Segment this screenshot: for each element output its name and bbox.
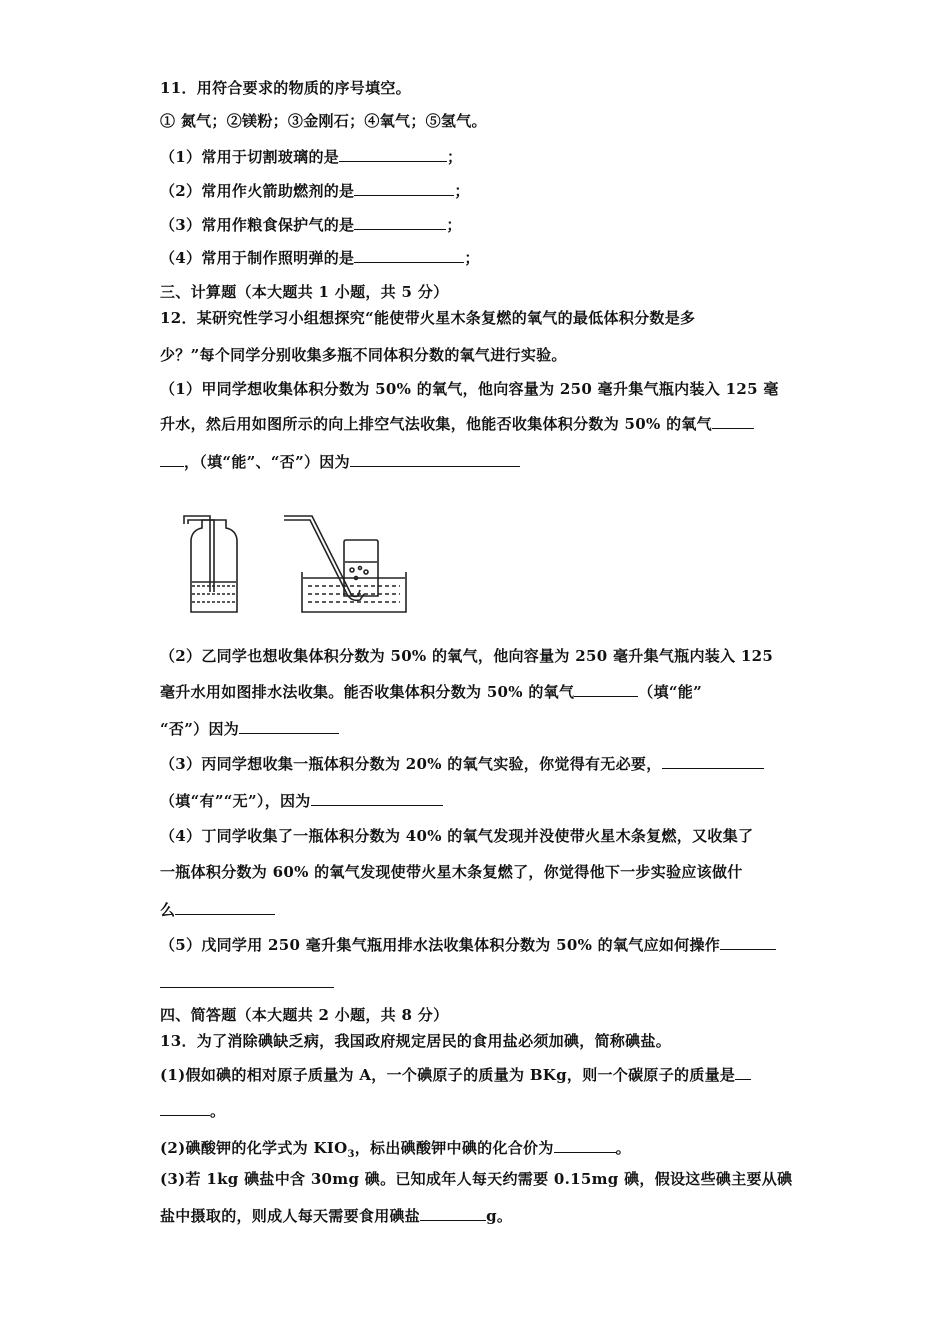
q13-part1-line2 xyxy=(160,1100,225,1122)
q12-part1-line3 xyxy=(160,451,520,473)
q12-line2: 少？”每个同学分别收集多瓶不同体积分数的氧气进行实验。 xyxy=(160,346,567,364)
q12-part4-blank[interactable] xyxy=(175,899,275,915)
q13-part2-blank[interactable] xyxy=(554,1137,616,1153)
q12-part2-blank-a[interactable] xyxy=(574,681,638,697)
section4-heading: 四、简答题（本大题共 2 小题，共 8 分） xyxy=(160,1006,449,1024)
q13-part3-line2 xyxy=(160,1205,512,1227)
q12-part2-blank-b[interactable] xyxy=(239,718,339,734)
q11-part4-end: ； xyxy=(464,249,480,267)
apparatus-figure xyxy=(180,508,420,620)
q12-part1-blank-b[interactable] xyxy=(350,451,520,467)
q12-part4-line3 xyxy=(160,899,275,921)
q12-line1: 12．某研究性学习小组想探究“能使带火星木条复燃的氧气的最低体积分数是多 xyxy=(160,309,696,327)
q12-part1-line2 xyxy=(160,413,754,435)
q13-line1: 13．为了消除碘缺乏病，我国政府规定居民的食用盐必须加碘，简称碘盐。 xyxy=(160,1032,672,1050)
q11-part2 xyxy=(160,180,470,202)
q13-part2 xyxy=(160,1137,631,1166)
q12-part3-blank-b[interactable] xyxy=(311,790,443,806)
q11-part4 xyxy=(160,247,480,269)
q12-part2-line2-end: （填“能” xyxy=(638,683,703,701)
q12-part4-line3-text: 么 xyxy=(160,901,176,919)
section3-heading: 三、计算题（本大题共 1 小题，共 5 分） xyxy=(160,283,449,301)
q12-part3-line2-text: （填“有”“无”），因为 xyxy=(160,792,311,810)
q13-part3-line1: (3)若 1kg 碘盐中含 30mg 碘。已知成年人每天约需要 0.15mg 碘，假设这些碘主要从碘 xyxy=(160,1170,793,1188)
q13-part2-text-b: ，标出碘酸钾中碘的化合价为 xyxy=(354,1139,554,1157)
q11-part1-text: （1）常用于切割玻璃的是 xyxy=(160,148,340,166)
q11-part4-blank[interactable] xyxy=(354,247,464,263)
q13-part1-line1 xyxy=(160,1064,751,1086)
q12-part5-line1-text: （5）戊同学用 250 毫升集气瓶用排水法收集体积分数为 50% 的氧气应如何操作 xyxy=(160,936,721,954)
q13-part1-blank-a[interactable] xyxy=(735,1064,751,1080)
water-trough-right xyxy=(284,516,406,612)
q12-part4-line1: （4）丁同学收集了一瓶体积分数为 40% 的氧气发现并没使带火星木条复燃，又收集了 xyxy=(160,827,754,845)
q12-part5-line1 xyxy=(160,934,776,956)
q11-part2-text: （2）常用作火箭助燃剂的是 xyxy=(160,182,355,200)
q12-part5-blank-a[interactable] xyxy=(720,934,776,950)
q12-part5-blank-b[interactable] xyxy=(160,972,334,988)
q11-part3-end: ； xyxy=(446,216,462,234)
q12-part5-line2 xyxy=(160,972,334,994)
q12-part3-line2 xyxy=(160,790,443,812)
q11-part3-blank[interactable] xyxy=(354,214,446,230)
q12-part3-line1-text: （3）丙同学想收集一瓶体积分数为 20% 的氧气实验，你觉得有无必要， xyxy=(160,755,662,773)
q11-part1-end: ； xyxy=(447,148,463,166)
q12-part1-line1: （1）甲同学想收集体积分数为 50% 的氧气，他向容量为 250 毫升集气瓶内装入 125 毫 xyxy=(160,380,779,398)
q11-part1 xyxy=(160,146,462,168)
q12-part3-blank-a[interactable] xyxy=(662,753,764,769)
q11-options: ① 氮气；②镁粉；③金刚石；④氧气；⑤氢气。 xyxy=(160,112,487,130)
q12-part1-blank-a[interactable] xyxy=(712,413,754,429)
q13-part1-blank-b[interactable] xyxy=(160,1100,210,1116)
q12-part3-line1 xyxy=(160,753,764,775)
q11-part1-blank[interactable] xyxy=(339,146,447,162)
q12-part2-line2-text: 毫升水用如图排水法收集。能否收集体积分数为 50% 的氧气 xyxy=(160,683,575,701)
q11-part3 xyxy=(160,214,462,236)
q13-part3-blank[interactable] xyxy=(420,1205,486,1221)
q12-part1-line2-text: 升水，然后用如图所示的向上排空气法收集，他能否收集体积分数为 50% 的氧气 xyxy=(160,415,712,433)
q13-part3-text: 盐中摄取的，则成人每天需要食用碘盐 xyxy=(160,1207,421,1225)
q12-part1-line3-text: ，（填“能”、“否”）因为 xyxy=(184,453,350,471)
q13-part2-text-a: (2)碘酸钾的化学式为 KIO xyxy=(160,1139,348,1157)
q12-part4-line2: 一瓶体积分数为 60% 的氧气发现使带火星木条复燃了，你觉得他下一步实验应该做什 xyxy=(160,863,743,881)
q12-part2-line3-text: “否”）因为 xyxy=(160,720,240,738)
q13-part2-end: 。 xyxy=(615,1139,631,1157)
q11-part4-text: （4）常用于制作照明弹的是 xyxy=(160,249,355,267)
q11-part2-end: ； xyxy=(454,182,470,200)
q13-part1-end: 。 xyxy=(210,1102,226,1120)
q13-part2-subscript: 3 xyxy=(347,1149,355,1160)
q11-part2-blank[interactable] xyxy=(354,180,454,196)
q13-part1-text: (1)假如碘的相对原子质量为 A，一个碘原子的质量为 BKg，则一个碳原子的质量是 xyxy=(160,1066,736,1084)
q11-part3-text: （3）常用作粮食保护气的是 xyxy=(160,216,355,234)
q12-part2-line3 xyxy=(160,718,339,740)
q12-part1-blank-a-cont[interactable] xyxy=(160,451,184,467)
gas-bottle-left xyxy=(184,516,237,612)
q12-part2-line1: （2）乙同学也想收集体积分数为 50% 的氧气，他向容量为 250 毫升集气瓶内装入 125 xyxy=(160,647,774,665)
q12-part2-line2 xyxy=(160,681,702,703)
q13-part3-end: g。 xyxy=(486,1207,513,1225)
q11-title: 11．用符合要求的物质的序号填空。 xyxy=(160,79,411,97)
